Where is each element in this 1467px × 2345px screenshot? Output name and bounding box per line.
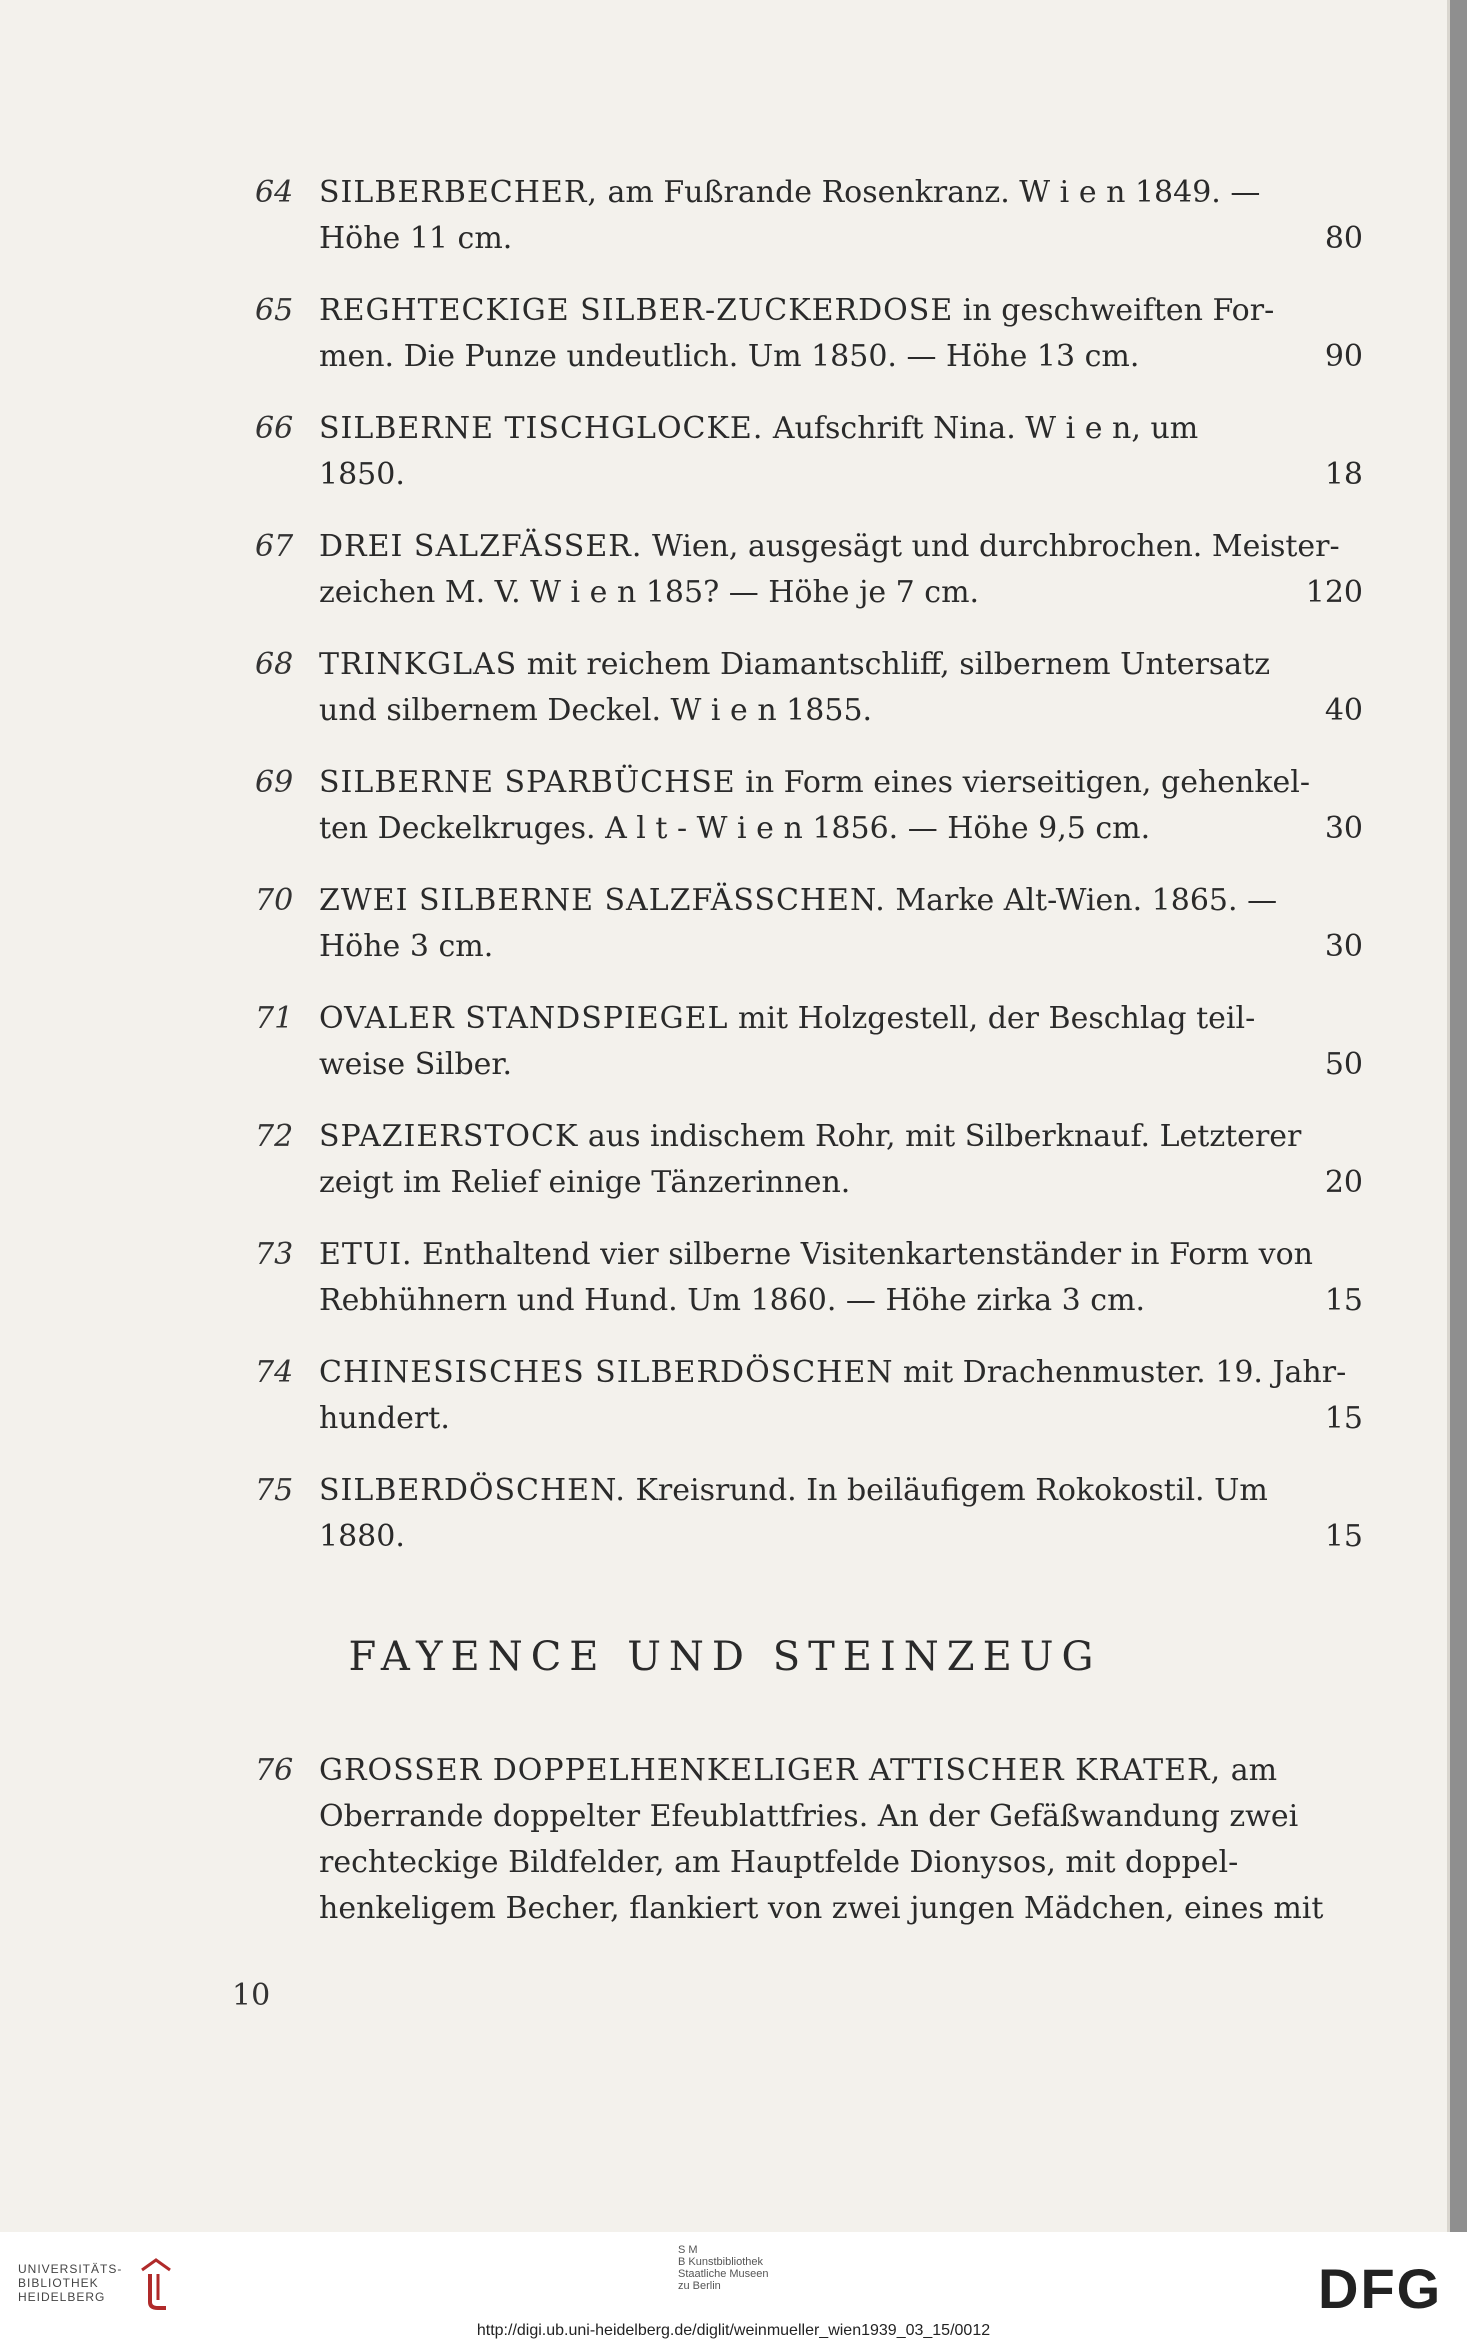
- lot-71: [255, 996, 1363, 1088]
- lot-description: [319, 760, 1363, 852]
- lot-line: henkeligem Becher, flankiert von zwei jungen Mädchen, eines mit: [319, 1891, 1324, 1926]
- lot-number: 64: [255, 175, 294, 210]
- lot-number: 76: [255, 1753, 294, 1788]
- lot-description: [319, 524, 1363, 616]
- lot-line: Rebhühnern und Hund. Um 1860. — Höhe zirka 3 cm.: [319, 1283, 1146, 1318]
- lot-price: 30: [1324, 811, 1363, 846]
- lot-price: 80: [1324, 221, 1363, 256]
- lot-title: TRINKGLAS: [319, 647, 518, 682]
- lot-price: 18: [1324, 457, 1363, 492]
- lot-price: 50: [1324, 1047, 1363, 1082]
- lot-line: am Fußrande Rosenkranz. W i e n 1849. —: [607, 175, 1261, 210]
- lot-title: SILBERNE TISCHGLOCKE.: [319, 411, 764, 446]
- lot-line: Höhe 3 cm.: [319, 929, 494, 964]
- lot-title: CHINESISCHES SILBERDÖSCHEN: [319, 1355, 894, 1390]
- lot-price: 15: [1324, 1401, 1363, 1436]
- lot-description: [319, 642, 1363, 734]
- lot-number: 72: [255, 1119, 294, 1154]
- lot-description: [319, 1114, 1363, 1206]
- lot-line: hundert.: [319, 1401, 450, 1436]
- lot-67: [255, 524, 1363, 616]
- lot-68: [255, 642, 1363, 734]
- lot-line: in Form eines vierseitigen, gehenkel-: [745, 765, 1311, 800]
- lot-line: zeichen M. V. W i e n 185? — Höhe je 7 cm.: [319, 575, 980, 610]
- lot-73: [255, 1232, 1363, 1324]
- lot-line: Wien, ausgesägt und durchbrochen. Meister-: [651, 529, 1340, 564]
- page-number: 10: [232, 1978, 271, 2013]
- lot-line: weise Silber.: [319, 1047, 512, 1082]
- university-library-label: UNIVERSITÄTS- BIBLIOTHEK HEIDELBERG: [18, 2262, 123, 2304]
- lot-number: 74: [255, 1355, 294, 1390]
- lot-title: SILBERBECHER,: [319, 175, 598, 210]
- lot-description: [319, 1232, 1363, 1324]
- lot-line: Kreisrund. In beiläufigem Rokokostil. Um: [635, 1473, 1268, 1508]
- lot-price: 90: [1324, 339, 1363, 374]
- lot-line: Aufschrift Nina. W i e n, um: [772, 411, 1199, 446]
- section-heading: FAYENCE UND STEINZEUG: [348, 1634, 1102, 1680]
- lot-line: am: [1230, 1753, 1278, 1788]
- lot-title: GROSSER DOPPELHENKELIGER ATTISCHER KRATER,: [319, 1753, 1222, 1788]
- lot-price: 15: [1324, 1519, 1363, 1554]
- lot-76: [255, 1748, 1363, 1932]
- lot-line: mit Drachenmuster. 19. Jahr-: [903, 1355, 1347, 1390]
- lot-title: ETUI.: [319, 1237, 413, 1272]
- lot-description: [319, 288, 1363, 380]
- lot-price: 20: [1324, 1165, 1363, 1200]
- lot-line: Höhe 11 cm.: [319, 221, 513, 256]
- lot-price: 40: [1324, 693, 1363, 728]
- lot-number: 69: [255, 765, 294, 800]
- lot-line: Enthaltend vier silberne Visitenkartenständer in Form von: [422, 1237, 1313, 1272]
- lot-69: [255, 760, 1363, 852]
- lot-description: [319, 1350, 1363, 1442]
- lot-description: [319, 878, 1363, 970]
- lot-description: [319, 1748, 1363, 1932]
- lot-description: [319, 996, 1363, 1088]
- lot-price: 30: [1324, 929, 1363, 964]
- lot-75: [255, 1468, 1363, 1560]
- lot-line: mit reichem Diamantschliff, silbernem Untersatz: [526, 647, 1271, 682]
- lot-title: REGHTECKIGE SILBER-ZUCKERDOSE: [319, 293, 954, 328]
- lot-line: 1850.: [319, 457, 405, 492]
- lot-number: 75: [255, 1473, 294, 1508]
- lot-number: 67: [255, 529, 294, 564]
- lot-description: [319, 406, 1363, 498]
- lot-line: in geschweiften For-: [962, 293, 1275, 328]
- lot-66: [255, 406, 1363, 498]
- university-logo-icon: [136, 2256, 176, 2312]
- lot-70: [255, 878, 1363, 970]
- lot-title: ZWEI SILBERNE SALZFÄSSCHEN.: [319, 883, 886, 918]
- smb-kunstbibliothek-label: S M B Kunstbibliothek Staatliche Museen zu Berlin: [678, 2244, 769, 2292]
- lot-line: 1880.: [319, 1519, 405, 1554]
- lot-line: und silbernem Deckel. W i e n 1855.: [319, 693, 873, 728]
- lot-line: Marke Alt-Wien. 1865. —: [895, 883, 1278, 918]
- lot-title: OVALER STANDSPIEGEL: [319, 1001, 729, 1036]
- lot-description: [319, 170, 1363, 262]
- lot-price: 15: [1324, 1283, 1363, 1318]
- lot-number: 66: [255, 411, 294, 446]
- lot-line: ten Deckelkruges. A l t - W i e n 1856. — Höhe 9,5 cm.: [319, 811, 1151, 846]
- lot-line: rechteckige Bildfelder, am Hauptfelde Dionysos, mit doppel-: [319, 1845, 1239, 1880]
- lot-line: Oberrande doppelter Efeublattfries. An der Gefäßwandung zwei: [319, 1799, 1299, 1834]
- lot-74: [255, 1350, 1363, 1442]
- lot-title: DREI SALZFÄSSER.: [319, 529, 643, 564]
- lot-title: SPAZIERSTOCK: [319, 1119, 579, 1154]
- dfg-logo: DFG: [1318, 2257, 1443, 2320]
- lot-number: 73: [255, 1237, 294, 1272]
- lot-72: [255, 1114, 1363, 1206]
- lot-price: 120: [1305, 575, 1363, 610]
- lot-title: SILBERNE SPARBÜCHSE: [319, 765, 736, 800]
- lot-line: mit Holzgestell, der Beschlag teil-: [738, 1001, 1256, 1036]
- lot-line: zeigt im Relief einige Tänzerinnen.: [319, 1165, 851, 1200]
- lot-line: men. Die Punze undeutlich. Um 1850. — Höhe 13 cm.: [319, 339, 1140, 374]
- lot-number: 71: [255, 1001, 294, 1036]
- source-url-link[interactable]: http://digi.ub.uni-heidelberg.de/diglit/weinmueller_wien1939_03_15/0012: [476, 2322, 991, 2339]
- lot-line: aus indischem Rohr, mit Silberknauf. Letzterer: [587, 1119, 1302, 1154]
- lot-description: [319, 1468, 1363, 1560]
- lot-title: SILBERDÖSCHEN.: [319, 1473, 626, 1508]
- lot-number: 65: [255, 293, 294, 328]
- lot-number: 70: [255, 883, 294, 918]
- lot-number: 68: [255, 647, 294, 682]
- lot-65: [255, 288, 1363, 380]
- lot-64: [255, 170, 1363, 262]
